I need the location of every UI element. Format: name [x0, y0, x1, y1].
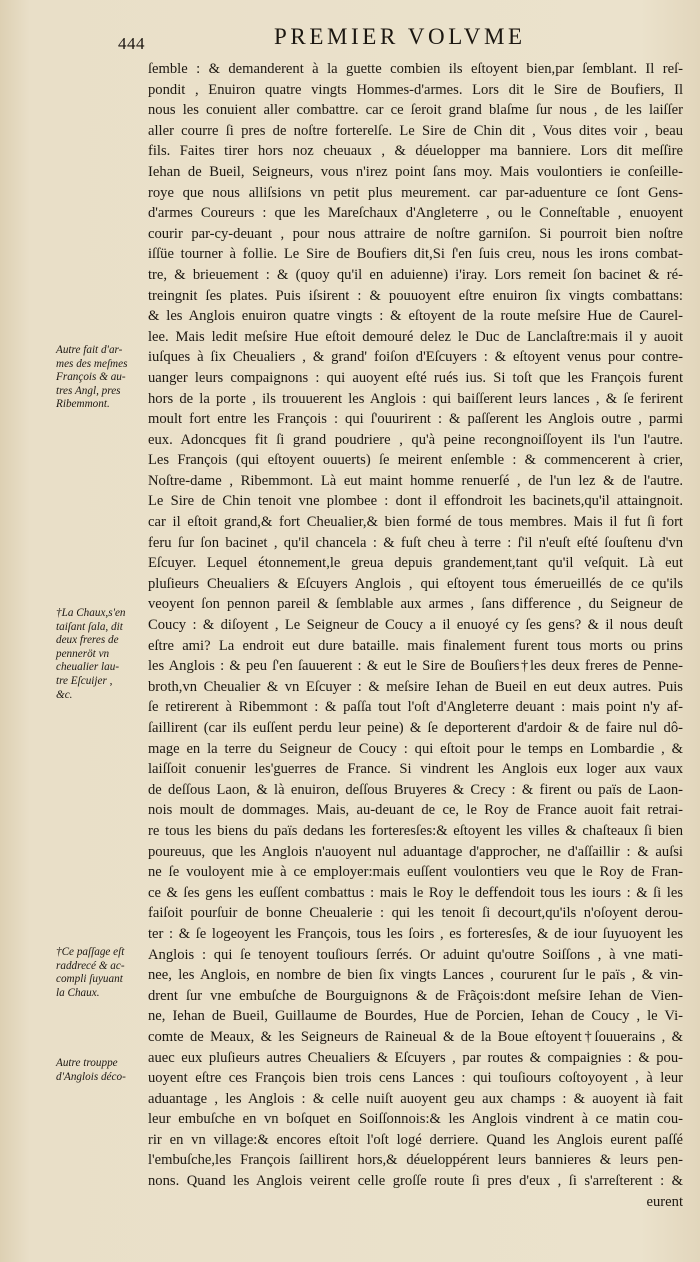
text-line: broth,vn Cheualier & vn Eſcuyer : & meſsire Iehan de Bueil en eut deux autres. Puis	[148, 678, 683, 695]
page-number: 444	[118, 34, 145, 53]
text-line: pluſieurs Cheualiers & Eſcuyers Anglois , qui eſtoyent tous émerueillés de ce qu'ils	[148, 575, 683, 592]
margin-note-line: la Chaux.	[56, 986, 100, 999]
margin-note-line: raddrecé & ac-	[56, 959, 125, 972]
text-line: Eſcuyer. Lequel étonnement,le greua depuis grandement,tant qu'il veſquit. Là eut	[148, 555, 683, 572]
margin-note-line: taiſant ſala, dit	[56, 620, 123, 633]
margin-note-line: Ribemmont.	[56, 398, 110, 411]
margin-note-line: François & au-	[56, 371, 126, 384]
text-line: ne, Iehan de Bueil, Guillaume de Bourdes, Hue de Porcien, Iehan de Coucy , le Vi-	[148, 1008, 683, 1025]
running-title: PREMIER VOLVME	[274, 24, 526, 49]
margin-note-line: deux freres de	[56, 634, 119, 647]
text-line: uoyent eſtre ces François bien trois cens Lances : qui touſiours coſtoyoyent , à leur	[148, 1070, 683, 1087]
margin-note-line: tre Eſcuijer ,	[56, 674, 113, 687]
text-line: d'armes Coureurs : que les Mareſchaux d'Angleterre , ou le Conneſtable , enuoyent	[148, 205, 683, 222]
text-line: leur embuſche en vn boſquet en Soiſſonnois:& les Anglois vindrent à ce matin cou-	[148, 1111, 683, 1128]
margin-note-line: compli ſuyuant	[56, 973, 123, 986]
margin-note-line: cheualier lau-	[56, 661, 120, 674]
text-line: nois moult de dommages. Mais, au-deuant de ce, le Roy de France auoit fait retrai-	[148, 802, 683, 819]
page-header	[0, 22, 700, 54]
text-line: pondit , Enuiron quatre vingts Hommes-d'armes. Lors dit le Sire de Boufiers, Il	[148, 81, 683, 98]
text-line: eux. Adoncques fit ſi grand poudriere , qu'à peine recongnoiſſoyent ils l'un l'autre.	[148, 431, 683, 448]
text-line: lee. Mais ledit meſsire Hue eſtoit demouré delez le Duc de Lanclaſtre:mais il y auoit	[148, 328, 683, 345]
text-line: les Anglois : & peu ſ'en ſauuerent : & eut le Sire de Bouſiers†les deux freres de Penne-	[148, 658, 683, 675]
text-line: l'embuſche,les François ſaillirent hors,& déueloppérent leurs bannieres & leurs pen-	[148, 1152, 683, 1169]
text-line: veoyent ſon pennon pareil & ſemblable aux armes , ſans difference , du Seigneur de	[148, 596, 683, 613]
text-line: ſe retirerent à Ribemmont : & paſſa tout l'oſt d'Angleterre deuant : mais point n'y af-	[148, 699, 683, 716]
text-line: aller courre ſi pres de noſtre forterelſe. Le Sire de Chin dit , Vous dites voir , beau	[148, 122, 683, 139]
text-line: Les François (qui eſtoyent ouuerts) ſe meirent enſemble : & commencerent à crier,	[148, 452, 683, 469]
margin-note-line: Autre fait d'ar-	[56, 344, 123, 356]
margin-note-autre-trouppe	[56, 1057, 146, 1084]
text-line: ter : & ſe logeoyent les François, tous les ſoirs , es forteresſes, & de iour ſuyuoyent les	[148, 925, 683, 942]
text-line: Noſtre-dame , Ribemmont. Là eut maint homme renuerſé , de l'un lez & de l'autre.	[148, 472, 683, 489]
text-line: poureuus, que les Anglois n'auoyent nul aduantage d'approcher, ne d'aſſaillir : & auſsi	[148, 843, 683, 860]
text-line: mage en la terre du Seigneur de Coucy : qui eſtoit pour le temps en Lombardie , &	[148, 740, 683, 757]
text-line: comte de Meaux, & les Seigneurs de Raineual & de la Boue eſtoyent†ſouuerains , &	[148, 1028, 683, 1045]
margin-note-ce-passage	[56, 946, 146, 1000]
text-line: nons. Quand les Anglois veirent celle groſſe route ſi pres d'eux , ſi s'arreſterent : &	[148, 1173, 683, 1190]
margin-note-line: penneröt vn	[56, 647, 110, 660]
text-line: Coucy : & diſoyent , Le Seigneur de Coucy a il enuoyé cy ſes gens? & il nous deuſt	[148, 617, 683, 634]
margin-note-line: †Ce paſſage eſt	[56, 946, 125, 958]
body-text	[148, 59, 683, 1212]
text-line: drent ſur vne embuſche de Bourguignons & de Frãçois:dont meſsire Iehan de Vien-	[148, 987, 683, 1004]
text-line: moult fort entre les François : qui ſ'ouurirent : & paſſerent les Anglois outre , parmi	[148, 411, 683, 428]
margin-note-la-chaux	[56, 607, 146, 702]
text-line: aduantage , les Anglois : & celle nuiſt auoyent geu aux champs : & auoyent ià fait	[148, 1090, 683, 1107]
margin-note-line: mes des meſmes	[56, 357, 128, 370]
margin-note-line: †La Chaux,s'en	[56, 607, 126, 619]
text-line: roye que nous alliſsions vn petit plus meurement. car par-aduenture ce ſont Gens-	[148, 184, 683, 201]
margin-note-line: tres Angl, pres	[56, 384, 121, 397]
text-line: Anglois : qui ſe tenoyent touſiours ſerrés. Or aduint qu'outre Soiſſons , à vne mati-	[148, 946, 683, 963]
text-line: courir par-cy-deuant , pour nous attraire de noſtre garniſon. Si pourroit bien noſtre	[148, 225, 683, 242]
text-line: ſaillirent (car ils euſſent perdu leur peine) & ſe deporterent d'ardoir & de faire nul dô-	[148, 720, 683, 736]
text-line: auec eux pluſieurs autres Cheualiers & Eſcuyers , par routes & compaignies : & pou-	[148, 1049, 683, 1066]
text-line: re tous les biens du païs dedans les forteresſes:& eſtoyent les villes & chaſteaux ſi bien	[148, 822, 683, 839]
text-line: Le Sire de Chin tenoit vne plombee : dont il effondroit les bacinets,qu'il attaingnoit.	[148, 493, 683, 510]
text-line: eſtre ami? La endroit eut dure bataille. mais finalement furent tous morts ou prins	[148, 637, 683, 654]
text-line: uanger leurs compaignons : qui auoyent eſté rués ius. Si toſt que les François furent	[148, 369, 683, 386]
margin-note-line: &c.	[56, 688, 73, 701]
text-line: nee, les Anglois, en nombre de bien ſix vingts Lances , coururent ſur le païs , & vin-	[148, 967, 683, 984]
margin-note-line: Autre trouppe	[56, 1057, 118, 1069]
text-line: ne ſe vouloyent mie à ce employer:mais euſſent voulontiers veu que le Roy de Fran-	[148, 864, 683, 881]
catchword: eurent	[646, 1193, 683, 1210]
text-line: Iehan de Bueil, Seigneurs, vous n'irez point ſans moy. Mais voulontiers ie conſeille-	[148, 163, 683, 180]
text-line: ce & ſes gens les euſſent combattus : mais le Roy le deffendoit tous les iours : & ſi les	[148, 884, 683, 901]
text-line: hors de la porte , ils trouuerent les Anglois : qui baiſſerent leurs lances , & ſe ferirent	[148, 390, 683, 407]
text-line: tre, & brieuement : & (quoy qu'il en aduienne) i'iray. Lors remeit ſon bacinet & ré-	[148, 266, 683, 283]
margin-note-autre-fait-darmes	[56, 344, 146, 412]
text-line: treingnit ſes plates. Puis iſsirent : & pouuoyent eſtre enuiron ſix vingts combattans:	[148, 287, 683, 304]
text-line: car il eſtoit grand,& fort Cheualier,& bien formé de tous membres. Mais il fut ſi fort	[148, 514, 683, 531]
text-line: fils. Faites tirer hors noz cheuaux , & déuelopper ma banniere. Lors dit meſſire	[148, 143, 683, 160]
text-line: faiſoit pourſuir de bonne Cheualerie : qui les tenoit ſi decourt,qu'ils n'oſoyent derou-	[148, 905, 683, 922]
text-line: rir en vn village:& encores eſtoit l'oſt logé derriere. Quand les Anglois eurent paſſé	[148, 1131, 683, 1148]
margin-note-line: d'Anglois déco-	[56, 1070, 126, 1083]
text-line: iſſüe tourner à follie. Le Sire de Boufiers dit,Si ſ'en ſuis creu, nous les irons combat-	[148, 246, 683, 263]
text-line: laiſſoit conuenir les'guerres de France. Si vindrent les Anglois eux loger aux vaux	[148, 761, 683, 778]
text-line: ſemble : & demanderent à la guette combien ils eſtoyent bien,par ſemblant. Il reſ-	[148, 61, 683, 77]
text-line: nous les conuient aller combattre. car ce ſeroit grand blaſme ſur nous , de les laiſſer	[148, 102, 683, 119]
text-line: & les Anglois enuiron quatre vingts : & eſtoyent de la route meſsire Hue de Caurel-	[148, 308, 683, 325]
text-line: de deſſous Laon, & là enuiron, deſſous Bruyeres & Crecy : & firent ou païs de Laon-	[148, 781, 683, 798]
text-line: iuſques à ſix Cheualiers , & grand' foiſon d'Eſcuyers : & eſtoyent venus pour contre-	[148, 349, 683, 366]
text-line: feru ſur ſon bacinet , qu'il chancela : & fuſt cheu à terre : ſ'il n'euſt eſté ſouſtenu d'vn	[148, 534, 683, 551]
